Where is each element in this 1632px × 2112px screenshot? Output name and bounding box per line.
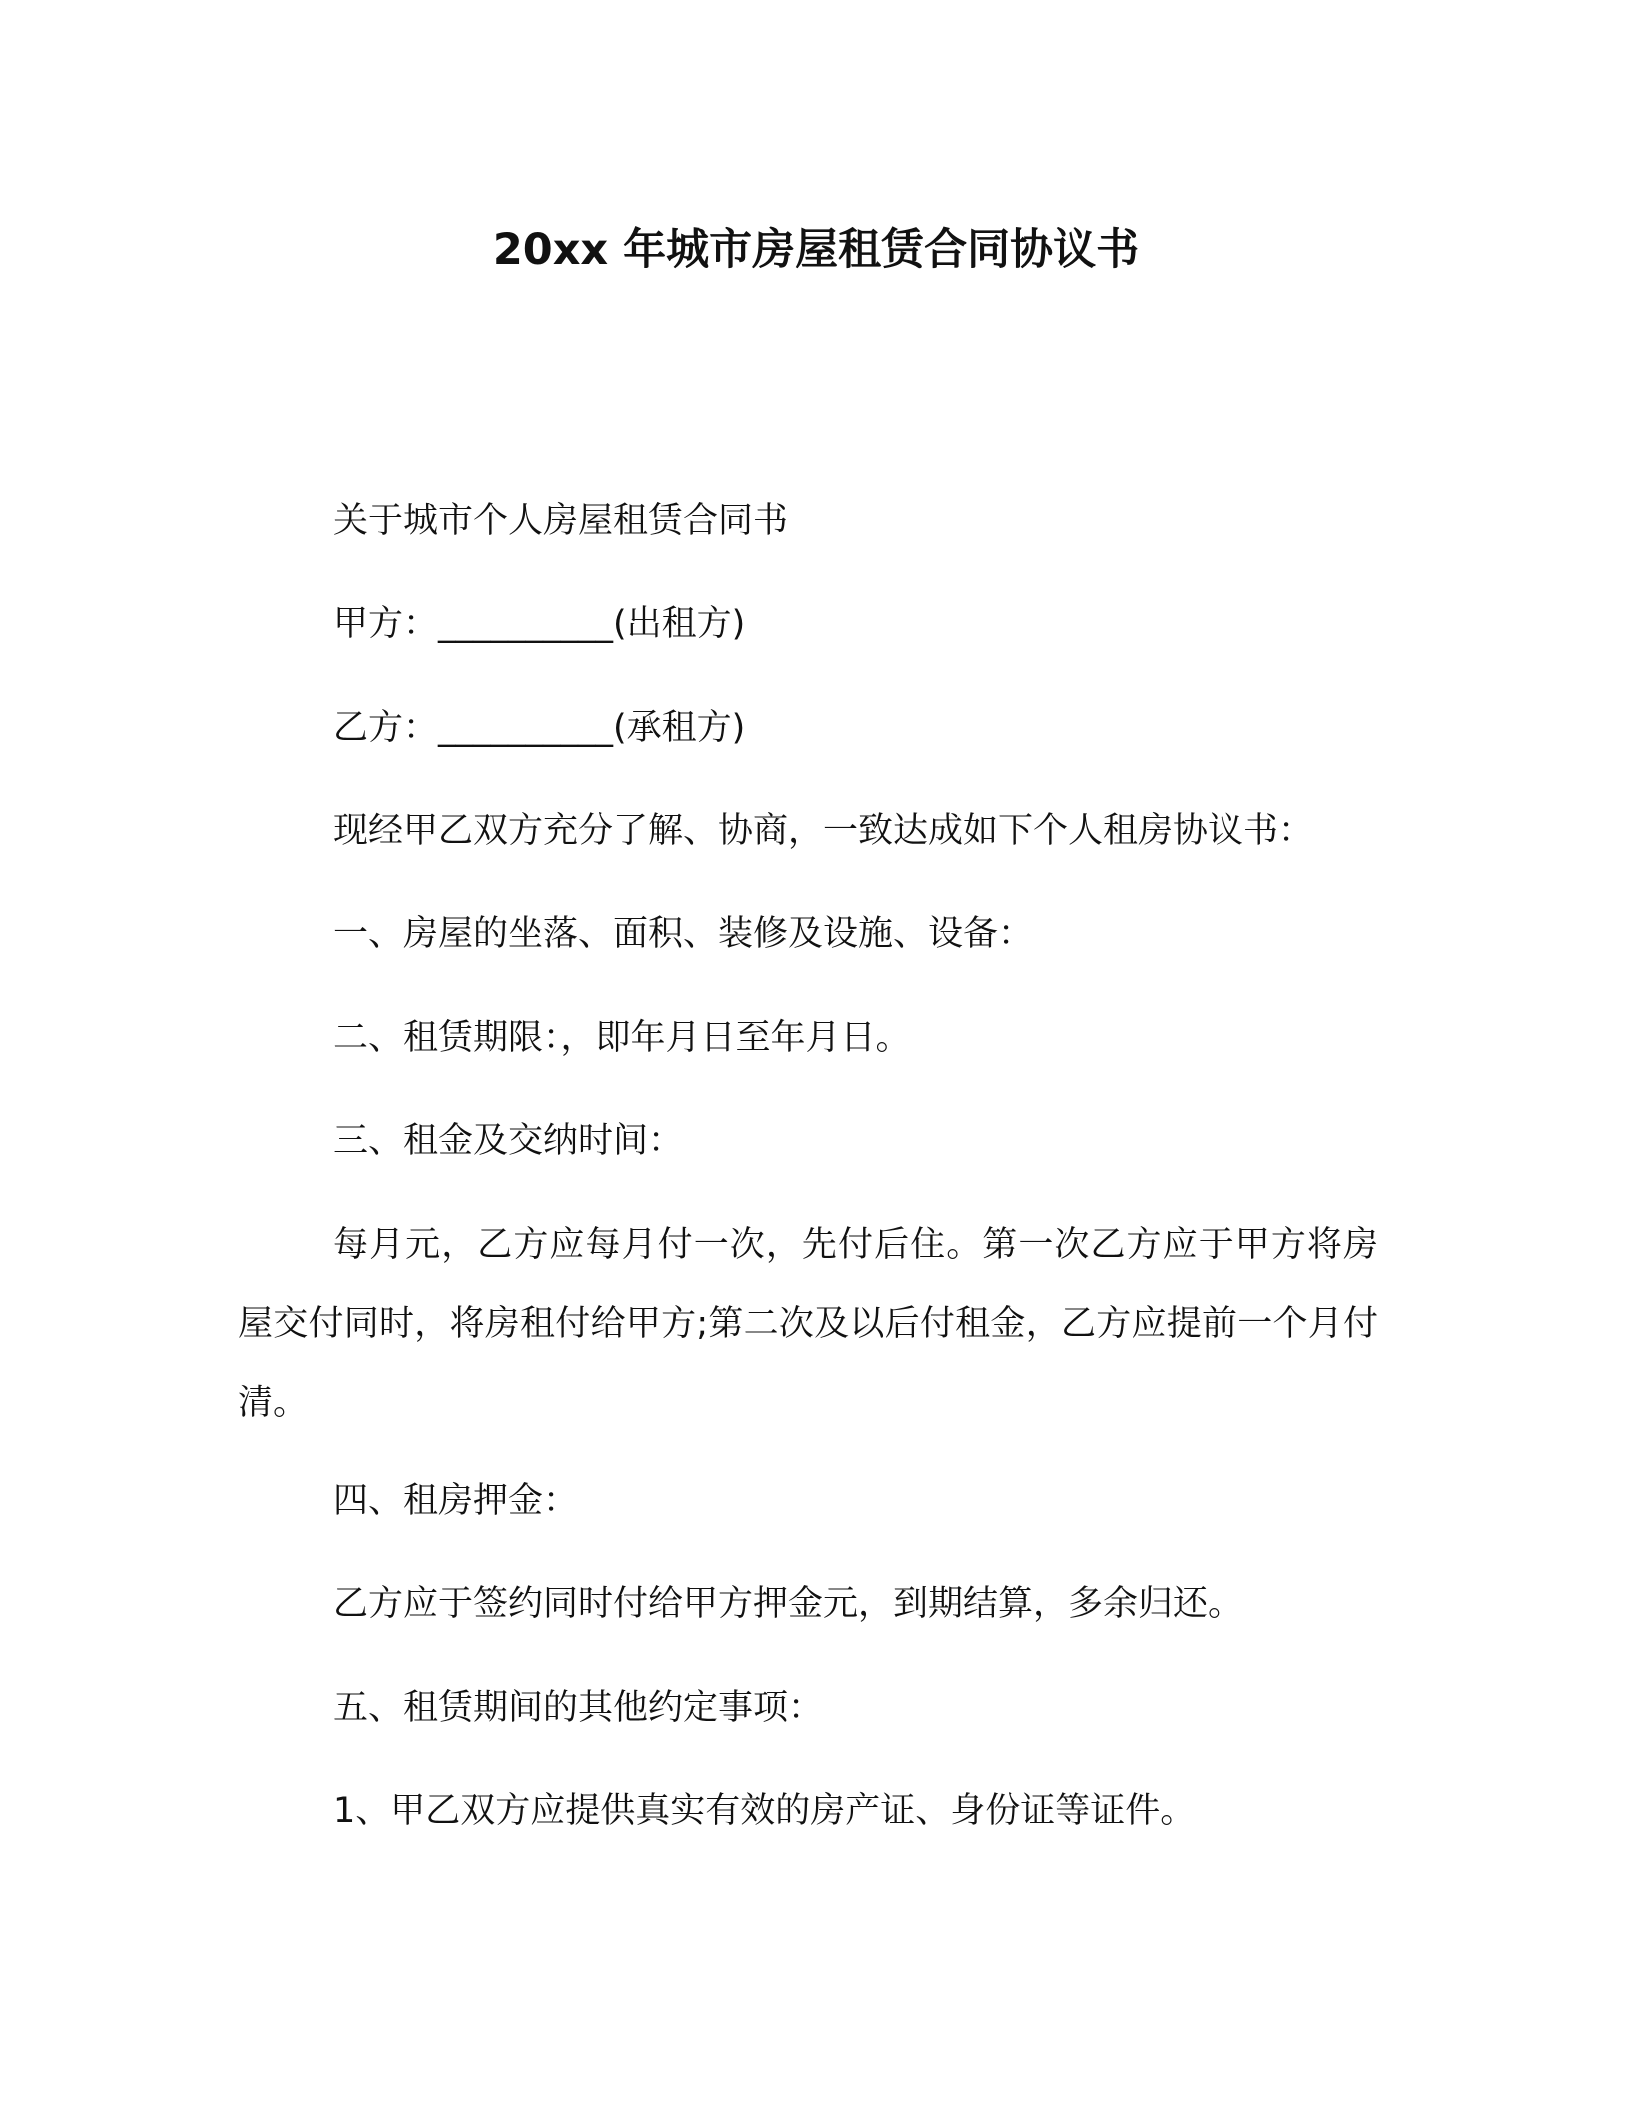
document-title: 20xx 年城市房屋租赁合同协议书	[492, 225, 1140, 275]
party-b-line: 乙方：__________(承租方)	[333, 708, 746, 748]
preamble-text: 现经甲乙双方充分了解、协商，一致达成如下个人租房协议书：	[333, 811, 1314, 851]
section-4-body: 乙方应于签约同时付给甲方押金元，到期结算，多余归还。	[333, 1584, 1244, 1624]
section-2-heading: 二、租赁期限：，即年月日至年月日。	[333, 1018, 911, 1058]
party-a-line: 甲方：__________(出租方)	[333, 604, 746, 644]
contract-subtitle: 关于城市个人房屋租赁合同书	[333, 501, 789, 541]
section-4-heading: 四、租房押金：	[333, 1481, 579, 1521]
section-5-heading: 五、租赁期间的其他约定事项：	[333, 1688, 824, 1728]
item-1-text: 1、甲乙双方应提供真实有效的房产证、身份证等证件。	[333, 1791, 1196, 1831]
section-1-heading: 一、房屋的坐落、面积、装修及设施、设备：	[333, 914, 1034, 954]
section-3-body: 每月元，乙方应每月付一次，先付后住。第一次乙方应于甲方将房屋交付同时，将房租付给甲方;第二次及以后付租金，乙方应提前一个月付清。	[238, 1225, 1378, 1423]
section-3-heading: 三、租金及交纳时间：	[333, 1121, 684, 1161]
